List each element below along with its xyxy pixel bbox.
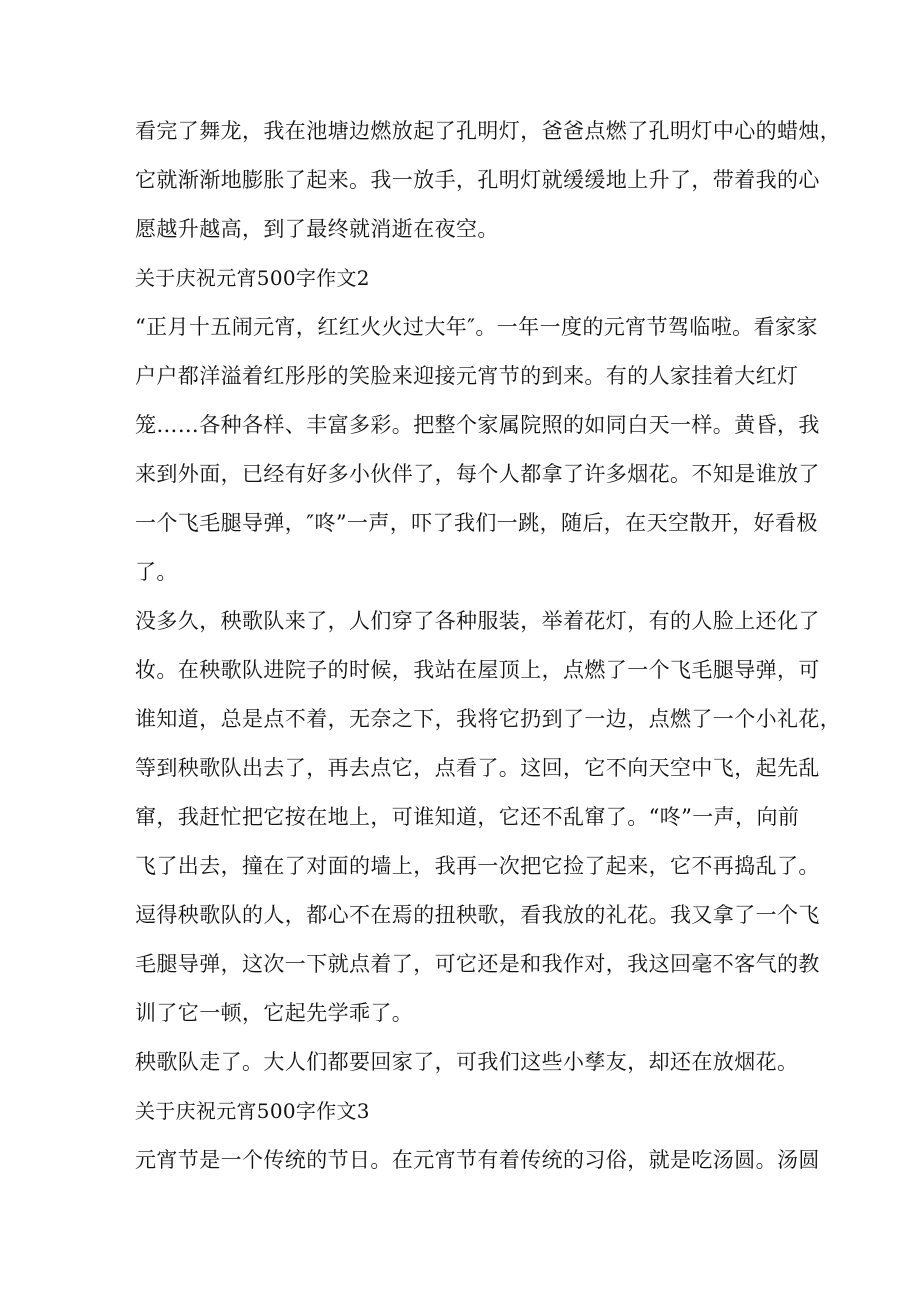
paragraph-line: 来到外面，已经有好多小伙伴了，每个人都拿了许多烟花。不知是谁放了 bbox=[135, 462, 820, 486]
paragraph-line: 元宵节是一个传统的节日。在元宵节有着传统的习俗，就是吃汤圆。汤圆 bbox=[135, 1148, 820, 1172]
paragraph-line: 没多久，秧歌队来了，人们穿了各种服装，举着花灯，有的人脸上还化了 bbox=[135, 609, 820, 633]
paragraph-line: 谁知道，总是点不着，无奈之下，我将它扔到了一边，点燃了一个小礼花， bbox=[135, 707, 842, 731]
paragraph-line: 看完了舞龙，我在池塘边燃放起了孔明灯，爸爸点燃了孔明灯中心的蜡烛， bbox=[135, 119, 842, 143]
paragraph-line: 窜，我赶忙把它按在地上，可谁知道，它还不乱窜了。“咚”一声，向前 bbox=[135, 805, 800, 829]
paragraph-line: 飞了出去，撞在了对面的墙上，我再一次把它捡了起来，它不再捣乱了。 bbox=[135, 854, 820, 878]
paragraph-line: 它就渐渐地膨胀了起来。我一放手，孔明灯就缓缓地上升了，带着我的心 bbox=[135, 168, 820, 192]
section-heading: 关于庆祝元宵500字作文3 bbox=[135, 1099, 370, 1123]
paragraph-line: 等到秧歌队出去了，再去点它，点看了。这回，它不向天空中飞，起先乱 bbox=[135, 756, 820, 780]
paragraph-line: 笼……各种各样、丰富多彩。把整个家属院照的如同白天一样。黄昏，我 bbox=[135, 413, 820, 437]
paragraph-line: “正月十五闹元宵，红红火火过大年″。一年一度的元宵节驾临啦。看家家 bbox=[135, 315, 818, 339]
paragraph-line: 愿越升越高，到了最终就消逝在夜空。 bbox=[135, 217, 499, 241]
paragraph-line: 秧歌队走了。大人们都要回家了，可我们这些小孳友，却还在放烟花。 bbox=[135, 1050, 799, 1074]
paragraph-line: 了。 bbox=[135, 560, 178, 584]
paragraph-line: 妆。在秧歌队进院子的时候，我站在屋顶上，点燃了一个飞毛腿导弹，可 bbox=[135, 658, 820, 682]
paragraph-line: 训了它一顿，它起先学乖了。 bbox=[135, 1001, 414, 1025]
section-heading: 关于庆祝元宵500字作文2 bbox=[135, 266, 370, 290]
paragraph-line: 逗得秧歌队的人，都心不在焉的扭秧歌，看我放的礼花。我又拿了一个飞 bbox=[135, 903, 820, 927]
paragraph-line: 户户都洋溢着红彤彤的笑脸来迎接元宵节的到来。有的人家挂着大红灯 bbox=[135, 364, 799, 388]
paragraph-line: 一个飞毛腿导弹，″咚”一声，吓了我们一跳，随后，在天空散开，好看极 bbox=[135, 511, 818, 535]
paragraph-line: 毛腿导弹，这次一下就点着了，可它还是和我作对，我这回毫不客气的教 bbox=[135, 952, 820, 976]
